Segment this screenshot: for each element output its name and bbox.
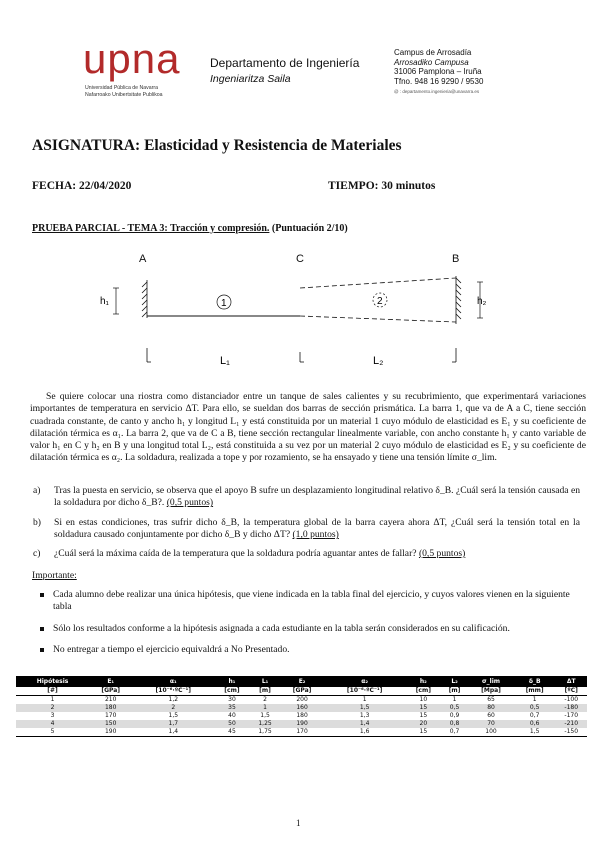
table-cell: 2 <box>263 696 267 703</box>
important-item <box>53 644 583 656</box>
important-item-text: Sólo los resultados conforme a la hipótesis asignada a cada estudiante en la tabla serán considerados en su calificación. <box>53 623 510 634</box>
table-cell: 160 <box>280 704 323 712</box>
table-cell: 0,5 <box>514 704 556 712</box>
table-body <box>16 696 587 737</box>
table-cell: 1 <box>362 696 367 703</box>
question-c-label: c) <box>33 548 41 559</box>
table-cell: 15 <box>406 728 441 737</box>
table-cell: 60 <box>487 712 495 719</box>
table-cell: 1,25 <box>250 720 281 728</box>
hypothesis-table <box>16 676 587 737</box>
table-cell: 1,5 <box>260 712 270 719</box>
table-cell: 1,5 <box>324 704 406 712</box>
unit-cell: [10⁻⁶·ºC⁻¹] <box>324 687 406 696</box>
exam-time: TIEMPO: 30 minutos <box>328 180 436 192</box>
bullet-icon <box>40 648 44 652</box>
table-cell: 1,4 <box>132 728 214 737</box>
bullet-icon <box>40 627 44 631</box>
unit-cell: [GPa] <box>89 687 132 696</box>
table-cell: 45 <box>214 728 249 737</box>
label-point-a: A <box>139 253 147 265</box>
question-b-label: b) <box>33 517 41 528</box>
exam-date: FECHA: 22/04/2020 <box>32 180 132 192</box>
table-cell: 2 <box>16 704 89 712</box>
table-cell: 180 <box>89 704 132 712</box>
column-header: h₂ <box>406 676 441 687</box>
table-row <box>16 712 587 720</box>
table-cell: 180 <box>296 712 308 719</box>
column-header: h₁ <box>214 676 249 687</box>
table-cell: 150 <box>89 720 132 728</box>
column-header: ΔT <box>555 676 587 687</box>
table-cell: 1,4 <box>324 720 406 728</box>
table-cell: 200 <box>296 696 308 703</box>
table-cell: 1,2 <box>168 696 179 703</box>
campus-line-2: Arrosadiko Campusa <box>394 57 469 67</box>
table-cell: 35 <box>214 704 249 712</box>
exam-title <box>32 223 348 234</box>
campus-line-3: 31006 Pamplona – Iruña <box>394 67 482 77</box>
question-c <box>54 548 580 560</box>
upna-logo: upna <box>83 35 181 82</box>
table-cell: 1 <box>452 696 457 703</box>
column-header: L₁ <box>250 676 281 687</box>
column-header: α₂ <box>324 676 406 687</box>
bar-diagram <box>100 246 500 376</box>
column-header: E₁ <box>89 676 132 687</box>
label-point-b: B <box>452 253 460 265</box>
unit-cell: [mm] <box>514 687 556 696</box>
problem-statement: Se quiere colocar una riostra como distanciador entre un tanque de sales calientes y su recubrimiento, que experimentará variaciones importantes de temperatura en servicio ΔT. Para ello, se sueldan dos barras de sección prismática. La barra 1, que va de A a C, tiene sección cuadrada constante, de canto y ancho h₁ y longitud L₁ y está constituida por un material 1 cuyo módulo de elasticidad es E₁ y su coeficiente de dilatación térmica es α₁. La barra 2, que va de C a B, tiene sección rectangular linealmente variable, con ancho constante h₁ y canto variable de valor h₁ en C y h₂ en B y una longitud total L₂, está constituida a su vez por un material 2 cuyo módulo de elasticidad es E₂ y su coeficiente de dilatación térmica es α₂. La soldadura, realizada a tope y por rozamiento, se ha ensayado y tiene una tensión límite σ_lim. <box>30 391 586 464</box>
table-cell: 1,7 <box>132 720 214 728</box>
important-item-text: No entregar a tiempo el ejercicio equivaldrá a No Presentado. <box>53 644 290 655</box>
table-cell: 190 <box>280 720 323 728</box>
logo-subtitle-eu: Nafarroako Unibertsitate Publikoa <box>85 91 163 98</box>
column-header: E₂ <box>280 676 323 687</box>
unit-cell: [ºC] <box>555 687 587 696</box>
question-a <box>54 485 580 510</box>
campus-phone: Tfno. 948 16 9290 / 9530 <box>394 76 484 86</box>
table-cell: 30 <box>228 696 236 703</box>
bar-2-bottom-edge <box>300 316 456 322</box>
table-cell: 0,6 <box>514 720 556 728</box>
right-wall-support <box>456 276 461 324</box>
column-header: Hipótesis <box>16 676 89 687</box>
campus-line-1: Campus de Arrosadía <box>394 48 472 57</box>
table-row <box>16 704 587 712</box>
department-name: Departamento de Ingeniería <box>210 56 360 70</box>
table-cell: 0,9 <box>449 712 460 719</box>
table-row <box>16 696 587 705</box>
question-c-text: ¿Cuál será la máxima caída de la temperatura que la soldadura podría aguantar antes de fallar? <box>54 548 417 559</box>
length-dimension-ticks <box>147 348 456 362</box>
important-heading: Importante: <box>32 570 77 581</box>
table-cell: 3 <box>50 712 55 719</box>
column-header: δ_B <box>514 676 556 687</box>
bar-1-number: 1 <box>221 298 227 309</box>
label-point-c: C <box>296 253 304 265</box>
h1-label: h₁ <box>100 296 109 307</box>
table-cell: 1,5 <box>168 712 179 719</box>
column-header: L₂ <box>441 676 468 687</box>
question-a-points: (0,5 puntos) <box>166 497 214 509</box>
question-c-points: (0,5 puntos) <box>418 548 466 559</box>
h2-label: h₂ <box>477 296 487 307</box>
left-wall-support <box>142 280 147 318</box>
table-cell: 5 <box>16 728 89 737</box>
table-cell: 1 <box>250 704 281 712</box>
table-row <box>16 720 587 728</box>
table-cell: 1 <box>532 696 537 703</box>
table-cell: 70 <box>468 720 514 728</box>
table-cell: 50 <box>214 720 249 728</box>
unit-cell: [10⁻⁶·ºC⁻¹] <box>132 687 214 696</box>
bar-2-number: 2 <box>377 296 383 307</box>
bullet-icon <box>40 593 44 597</box>
table-cell: 65 <box>487 696 495 703</box>
question-b-text: Si en estas condiciones, tras sufrir dicho δ_B, la temperatura global de la barra cayera ahora ΔT, ¿Cuál será la tensión total en la soldadura causado conjuntamente por dicho δ_B y dicho ΔT? <box>54 517 580 541</box>
table-row <box>16 728 587 737</box>
question-b <box>54 517 580 542</box>
bar-2-top-edge <box>300 278 456 288</box>
table-cell: -150 <box>555 728 587 737</box>
table-cell: 1,75 <box>250 728 281 737</box>
table-cell: -100 <box>564 696 579 703</box>
question-a-text: Tras la puesta en servicio, se observa que el apoyo B sufre un desplazamiento longitudinal relativo δ_B. ¿Cuál será la tensión causada en la soldadura por dicho δ_B?. <box>54 485 580 509</box>
table-cell: -170 <box>564 712 579 719</box>
table-cell: 0,7 <box>529 712 540 719</box>
table-cell: 1,3 <box>359 712 370 719</box>
table-cell: 40 <box>228 712 236 719</box>
table-cell: 1,5 <box>514 728 556 737</box>
department-email[interactable]: @ : departamento.ingenieria@unavarra.es <box>394 89 480 94</box>
table-cell: 170 <box>104 712 117 719</box>
logo-subtitle-es: Universidad Pública de Navarra <box>85 85 158 91</box>
table-cell: 170 <box>280 728 323 737</box>
table-cell: 10 <box>419 696 428 703</box>
table-header-row <box>16 676 587 687</box>
table-units-row <box>16 687 587 696</box>
column-header: σ_lim <box>468 676 514 687</box>
campus-address <box>394 48 483 86</box>
table-cell: 1,6 <box>324 728 406 737</box>
important-item-text: Cada alumno debe realizar una única hipótesis, que viene indicada en la tabla final del ejercicio, y cuyos valores vienen en la siguiente tabla <box>53 589 570 613</box>
table-cell: 190 <box>89 728 132 737</box>
unit-cell: [Mpa] <box>468 687 514 696</box>
table-cell: 0,7 <box>441 728 468 737</box>
table-cell: 100 <box>468 728 514 737</box>
table-cell: -210 <box>555 720 587 728</box>
table-cell: 0,8 <box>441 720 468 728</box>
table-cell: 4 <box>16 720 89 728</box>
l2-label: L₂ <box>373 355 384 367</box>
subject-title: ASIGNATURA: Elasticidad y Resistencia de Materiales <box>32 137 402 154</box>
table-cell: 210 <box>104 696 117 703</box>
unit-cell: [cm] <box>214 687 249 696</box>
exam-topic: PRUEBA PARCIAL - TEMA 3: Tracción y compresión. <box>32 223 270 234</box>
department-name-eu: Ingeniaritza Saila <box>210 73 291 85</box>
unit-cell: [#] <box>16 687 89 696</box>
question-b-points: (1,0 puntos) <box>292 529 339 541</box>
table-cell: 20 <box>406 720 441 728</box>
h1-dimension <box>113 288 119 314</box>
table-cell: 1 <box>50 696 55 703</box>
exam-score: (Puntuación 2/10) <box>271 223 348 234</box>
unit-cell: [m] <box>250 687 281 696</box>
page-number: 1 <box>296 818 301 828</box>
table-cell: 15 <box>406 704 441 712</box>
question-a-label: a) <box>33 485 41 496</box>
table-cell: 2 <box>132 704 214 712</box>
table-cell: -180 <box>555 704 587 712</box>
unit-cell: [cm] <box>406 687 441 696</box>
column-header: α₁ <box>132 676 214 687</box>
unit-cell: [m] <box>441 687 468 696</box>
table-cell: 0,5 <box>441 704 468 712</box>
logo-subtitle <box>85 85 195 98</box>
important-item <box>53 589 583 614</box>
table-cell: 80 <box>468 704 514 712</box>
l1-label: L₁ <box>220 355 230 367</box>
important-item <box>53 623 583 635</box>
table-cell: 15 <box>419 712 428 719</box>
unit-cell: [GPa] <box>280 687 323 696</box>
